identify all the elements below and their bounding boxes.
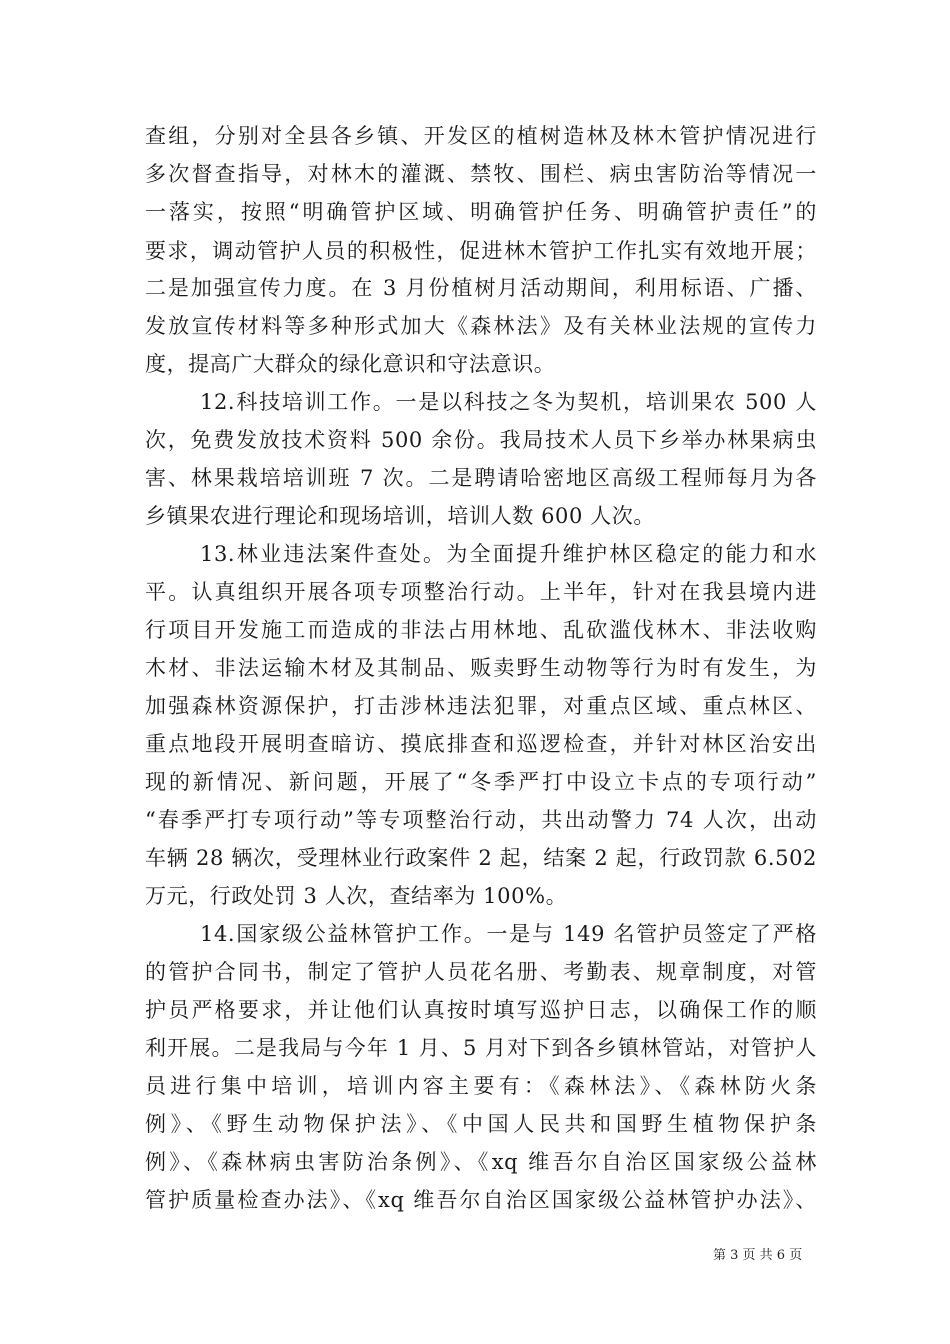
text-line: 多次督查指导，对林木的灌溉、禁牧、围栏、病虫害防治等情况一 (145, 162, 817, 186)
text-line: 例》、《野生动物保护法》、《中国人民共和国野生植物保护条 (145, 1112, 817, 1136)
text-line: 车辆 28 辆次，受理林业行政案件 2 起，结案 2 起，行政罚款 6.502 (145, 846, 817, 870)
text-line: 木材、非法运输木材及其制品、贩卖野生动物等行为时有发生，为 (145, 656, 817, 680)
paragraph-heading-13: 13.林业违法案件查处。为全面提升维护林区稳定的能力和水 (200, 542, 817, 566)
text-line: 二是加强宣传力度。在 3 月份植树月活动期间，利用标语、广播、 (145, 276, 817, 300)
text-line: 现的新情况、新问题，开展了“冬季严打中设立卡点的专项行动” (145, 770, 817, 794)
text-line: 度，提高广大群众的绿化意识和守法意识。 (145, 352, 556, 376)
text-line: 查组，分别对全县各乡镇、开发区的植树造林及林木管护情况进行 (145, 124, 817, 148)
text-line: 行项目开发施工而造成的非法占用林地、乱砍滥伐林木、非法收购 (145, 618, 817, 642)
text-line: 重点地段开展明查暗访、摸底排查和巡逻检查，并针对林区治安出 (145, 732, 817, 756)
paragraph-heading-14: 14.国家级公益林管护工作。一是与 149 名管护员签定了严格 (200, 922, 817, 946)
text-line: 万元，行政处罚 3 人次，查结率为 100%。 (145, 884, 568, 908)
text-line: “春季严打专项行动”等专项整治行动，共出动警力 74 人次，出动 (145, 808, 817, 832)
text-line: 要求，调动管护人员的积极性，促进林木管护工作扎实有效地开展； (145, 239, 817, 263)
text-line: 次，免费发放技术资料 500 余份。我局技术人员下乡举办林果病虫 (145, 428, 817, 452)
text-line: 员进行集中培训，培训内容主要有：《森林法》、《森林防火条 (145, 1074, 817, 1098)
text-line: 一落实，按照“明确管护区域、明确管护任务、明确管护责任”的 (145, 200, 817, 224)
text-line: 平。认真组织开展各项专项整治行动。上半年，针对在我县境内进 (145, 580, 817, 604)
page-number: 第 3 页 共 6 页 (713, 1248, 803, 1263)
text-line: 的管护合同书，制定了管护人员花名册、考勤表、规章制度，对管 (145, 960, 817, 984)
text-line: 乡镇果农进行理论和现场培训，培训人数 600 人次。 (145, 504, 656, 528)
paragraph-heading-12: 12.科技培训工作。一是以科技之冬为契机，培训果农 500 人 (200, 390, 817, 414)
text-line: 加强森林资源保护，打击涉林违法犯罪，对重点区域、重点林区、 (145, 694, 817, 718)
text-line: 管护质量检查办法》、《xq 维吾尔自治区国家级公益林管护办法》、 (145, 1188, 817, 1212)
text-line: 例》、《森林病虫害防治条例》、《xq 维吾尔自治区国家级公益林 (145, 1150, 817, 1174)
text-line: 发放宣传材料等多种形式加大《森林法》及有关林业法规的宣传力 (145, 314, 817, 338)
text-line: 护员严格要求，并让他们认真按时填写巡护日志，以确保工作的顺 (145, 998, 817, 1022)
text-line: 害、林果栽培培训班 7 次。二是聘请哈密地区高级工程师每月为各 (145, 466, 817, 490)
text-line: 利开展。二是我局与今年 1 月、5 月对下到各乡镇林管站，对管护人 (145, 1036, 817, 1060)
